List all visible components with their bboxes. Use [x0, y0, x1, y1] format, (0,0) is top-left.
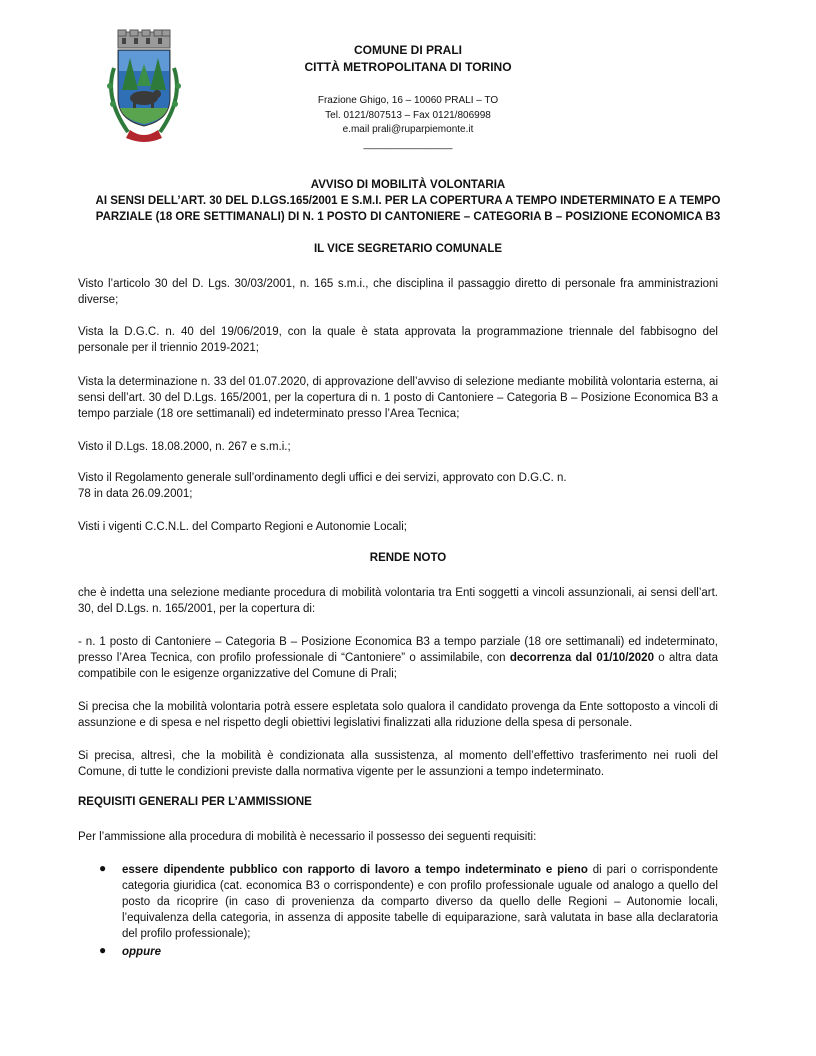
paragraph-regolamento-line2: 78 in data 26.09.2001; [78, 488, 193, 500]
paragraph-ccnl: Visti i vigenti C.C.N.L. del Comparto Regioni e Autonomie Locali; [78, 521, 407, 533]
rende-noto-heading: RENDE NOTO [369, 552, 447, 564]
paragraph-determinazione-33: Vista la determinazione n. 33 del 01.07.2020, di approvazione dell’avviso di selezione mediante mobilità volontaria esterna, ai sensi dell’art. 30 del D.Lgs. 165/2001, per la copertura di n. 1 posto di Cantoniere – Categoria B – Posizione Economica B3 a tempo parziale (18 ore settimanali) ed indeterminato presso l’Area Tecnica; [78, 376, 718, 420]
bullet-icon: ● [99, 943, 107, 957]
paragraph-dgc-40: Vista la D.G.C. n. 40 del 19/06/2019, con la quale è stata approvata la programmazione triennale del fabbisogno del personale per il triennio 2019-2021; [78, 326, 718, 354]
posto-text-end: o altra data compatibile con le esigenze organizzative del Comune di Prali; [78, 652, 719, 680]
decorrenza-date: decorrenza dal 01/10/2020 [509, 652, 654, 664]
requisiti-heading: REQUISITI GENERALI PER L’AMMISSIONE [78, 796, 312, 808]
paragraph-regolamento [78, 470, 718, 502]
list-item-oppure: oppure [122, 946, 161, 958]
paragraph-visto-art30: Visto l’articolo 30 del D. Lgs. 30/03/2001, n. 165 s.m.i., che disciplina il passaggio diretto di personale fra amministrazioni diverse; [78, 278, 718, 306]
paragraph-posto-cantoniere [78, 634, 718, 682]
address: Frazione Ghigo, 16 – 10060 PRALI – TO [317, 95, 499, 106]
signatory-role: IL VICE SEGRETARIO COMUNALE [313, 243, 503, 255]
paragraph-selezione: che è indetta una selezione mediante procedura di mobilità volontaria tra Enti soggetti a vincoli assunzionali, ai sensi dell’art. 30, del D.Lgs. n. 165/2001, per la copertura di: [78, 587, 718, 615]
paragraph-requisiti-intro: Per l’ammissione alla procedura di mobilità è necessario il possesso dei seguenti requisiti: [78, 831, 537, 843]
bullet-icon: ● [99, 861, 107, 875]
phone-fax: Tel. 0121/807513 – Fax 0121/806998 [325, 110, 491, 121]
header-separator: ________________ [363, 139, 453, 150]
metropolitan-city: CITTÀ METROPOLITANA DI TORINO [304, 60, 512, 74]
paragraph-vincoli: Si precisa che la mobilità volontaria potrà essere espletata solo qualora il candidato provenga da Ente sottoposto a vincoli di assunzione e di spesa e nel rispetto degli obiettivi legislativi finalizzati alla riduzione della spesa di personale. [78, 701, 718, 729]
paragraph-regolamento-line1: Visto il Regolamento generale sull’ordinamento degli uffici e dei servizi, approvato con D.G.C. n. [78, 472, 567, 484]
list-item-dipendente [122, 862, 718, 942]
notice-title: AVVISO DI MOBILITÀ VOLONTARIA [310, 179, 506, 191]
paragraph-dlgs-267: Visto il D.Lgs. 18.08.2000, n. 267 e s.m.i.; [78, 441, 291, 453]
email-address: e.mail prali@ruparpiemonte.it [342, 124, 474, 135]
list-item-text: di pari o corrispondente categoria giuridica (cat. economica B3 o corrispondente) e con profilo professionale uguale od analogo a quello del posto da ricoprire (in caso di provenienza da comparto diverso da quello delle Regioni – Autonomie locali, l’equivalenza della categoria, in assenza di apposite tabelle di equiparazione, sarà valutata in base alla declaratoria del profilo professionale); [122, 864, 718, 940]
municipal-coat-of-arms-icon [100, 28, 188, 146]
paragraph-condizioni: Si precisa, altresì, che la mobilità è condizionata alla sussistenza, al momento dell’effettivo trasferimento nei ruoli del Comune, di tutte le condizioni previste dalla normativa vigente per le assunzioni a tempo indeterminato. [78, 750, 718, 778]
list-item-bold: essere dipendente pubblico con rapporto di lavoro a tempo indeterminato e pieno [122, 864, 588, 876]
notice-subtitle-line2: PARZIALE (18 ORE SETTIMANALI) DI N. 1 POSTO DI CANTONIERE – CATEGORIA B – POSIZIONE ECONOMICA B3 [95, 211, 721, 223]
notice-subtitle-line1: AI SENSI DELL’ART. 30 DEL D.LGS.165/2001 E S.M.I. PER LA COPERTURA A TEMPO INDETERMINATO E A TEMPO [95, 195, 721, 207]
municipality-name: COMUNE DI PRALI [354, 43, 462, 57]
posto-text: - n. 1 posto di Cantoniere – Categoria B – Posizione Economica B3 a tempo parziale (18 ore settimanali) ed indeterminato, presso l’Area Tecnica, con profilo professionale di “Cantoniere” o assimilabile, con [78, 636, 718, 664]
